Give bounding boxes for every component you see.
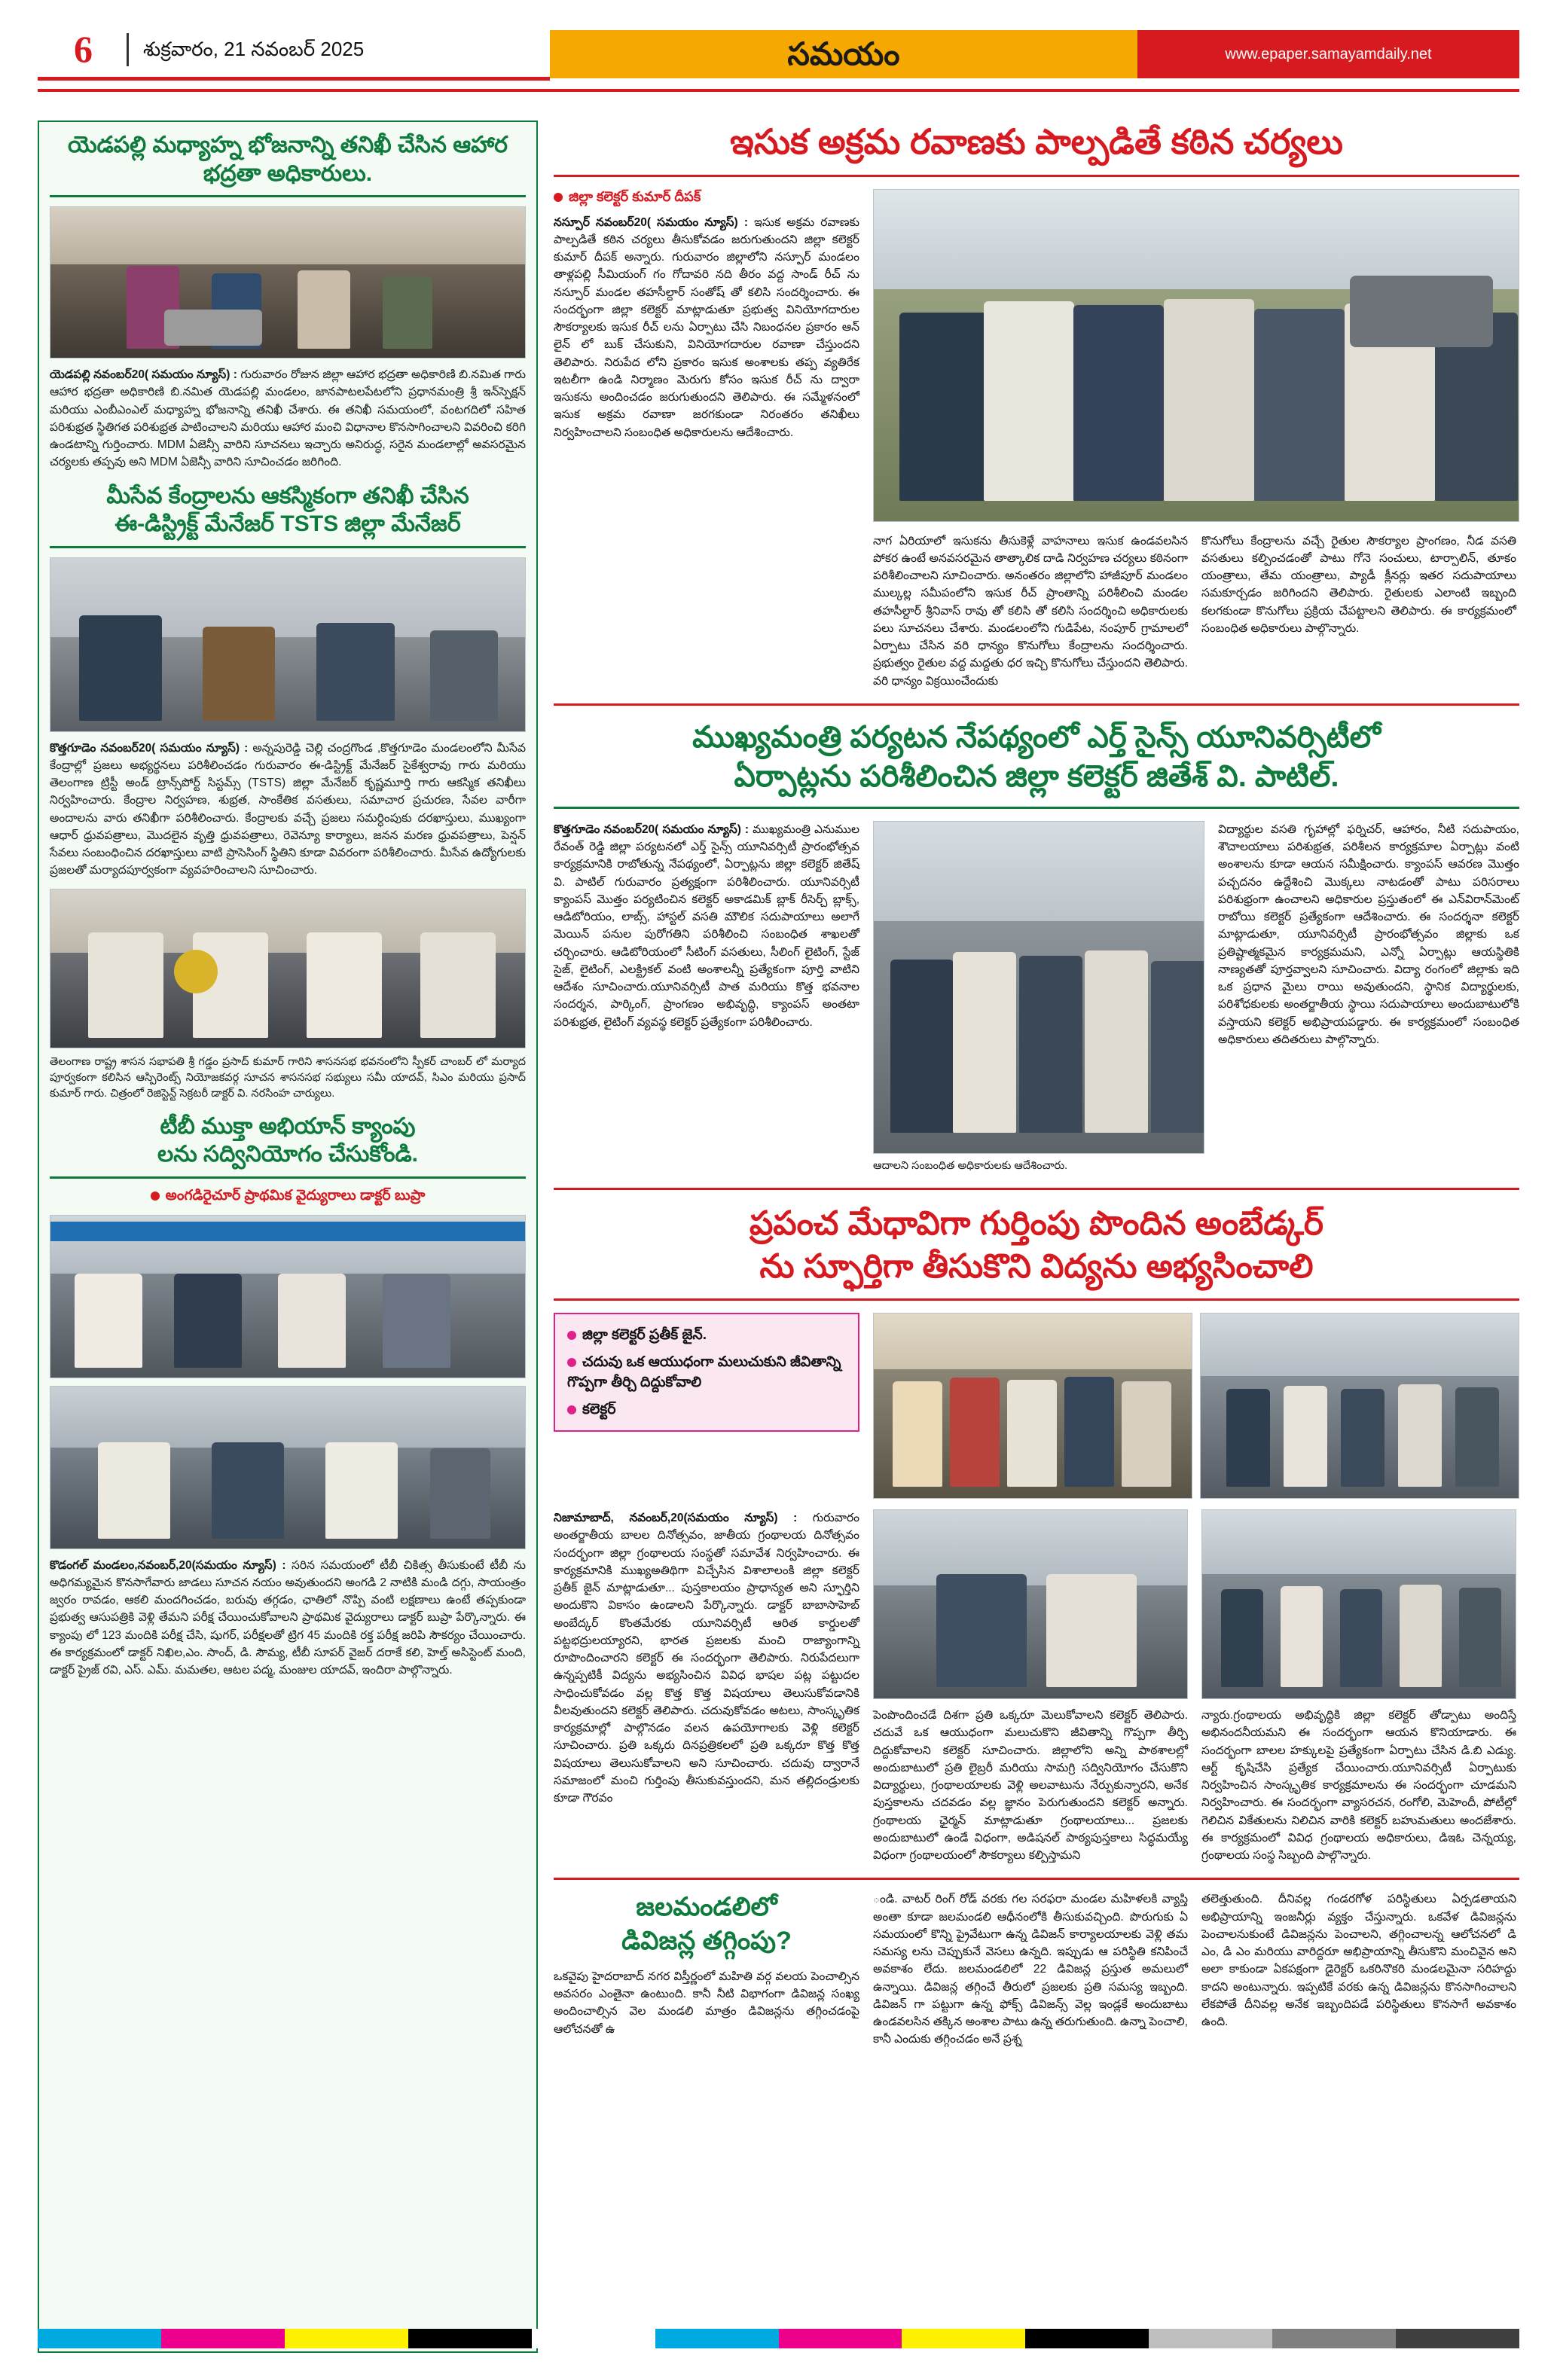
publication-title: సమయం <box>787 36 900 72</box>
divider <box>50 1176 526 1179</box>
left-story2-text <box>50 740 526 880</box>
ambedkar-col3-wrap <box>1201 1509 1516 1864</box>
divider <box>50 195 526 197</box>
ambedkar-col1 <box>554 1313 859 1499</box>
left-column-content <box>50 131 526 1679</box>
ambedkar-bullet-1: చదువు ఒక ఆయుధంగా మలుచుకుని జీవితాన్ని గొప్పగా తీర్చి దిద్దుకోవాలి <box>567 1353 841 1391</box>
sand-story-col1-text: ఇసుక అక్రమ రవాణకు పాల్పడితే కఠిన చర్యలు తీసుకోవడం జరుగుతుందని జిల్లా కలెక్టర్ కుమార్ దీపక్ అన్నారు. గురువారం జిల్లాలోని నస్పూర్ మండలం తాళ్లపల్లి సీమియంగ్ గం గోదావరి నది తీరం వద్ద సాండ్ రీచ్ ను నస్పూర్ మండల తహసీల్దార్ సంతోష్ తో కలిసి సందర్శించారు. ఈ సందర్భంగా జిల్లా కలెక్టర్ మాట్లాడుతూ ప్రభుత్వ వినియోగదారుల సౌకర్యాలకు ఇసుక రీచ్ లను ఏర్పాటు చేసి నిబంధనల ప్రకారం ఆన్ లైన్ లో బుక్ చేసుకుని, వినియోగదారుల రవాణా చేస్తుందని తెలిపారు. నిరుపేద లోని ప్రకారం ఇసుక అంశాలకు తప్ప వ్యతిరేక ఇటలీగా ఉండి నిర్మాణం మెరుగు కోసం ఇసుక రీచ్ ను ద్వారా ఇసుకను అందించడం జరుగుతుందని తెలిపారు. ఈ సమ్మేళనంలో ఇసుక అక్రమ రవాణా జరగకుండా నిరంతరం తనిఖీలు నిర్వహించాలని సంబంధిత అధికారులను ఆదేశించారు. <box>554 215 860 439</box>
left-story2-body: అన్నపురెడ్డి చెల్లి చంద్రగొండ ,కొత్తగూడెం మండలంలోని మీసేవ కేంద్రాల్లో ప్రజలు అభ్యర్థనలు పరిశీలించడం గురువారం ఈ-డిస్ట్రిక్ట్ మేనేజర్ సైకేశ్వరావు గారు మరియు తెలంగాణ ట్రిస్టీ అండ్ ట్రాన్స్‌పోర్ట్ సిస్టమ్స్ (TSTS) జిల్లా మేనేజర్ కృష్ణమూర్తి గారు ఆకస్మిక తనిఖీలు నిర్వహించారు. కేంద్రాల నిర్వహణ, శుభ్రత, సాంకేతిక వసతులు, సమాచార ప్రచురణ, సేవల వారీగా అందాలను వారు తనిఖీగా పరిశీలించారు. కేంద్రాలకు వచ్చే ప్రజలు సమర్ధింపుకు దరఖాస్తులు, ముఖ్యంగా ఆధార్ ధ్రువపత్రాలు, మొదలైన వృత్తి ధ్రువపత్రాలు, రెవెన్యూ కార్యాలు, జనన మరణ ధ్రువపత్రాలు, పెన్షన్ సేవలు సంబంధించిన దరఖాస్తులు వాటి ప్రాసెసింగ్ స్థితిని కూడా వివరంగా పరిశీలించారు. మీసేవ ఉద్యోగులకు ప్రజలతో మర్యాదపూర్వకంగా వ్యవహరించాలని సూచించారు. <box>50 741 526 877</box>
bullet-icon <box>554 193 563 202</box>
water-col3: తలెత్తుతుంది. దీనివల్ల గండరగోళ పరిస్థితులు ఏర్పడతాయని అభిప్రాయాన్ని ఇంజనీర్లు వ్యక్తం చేస్తున్నారు. ఒకవేళ డివిజన్లను పెంచాలనుకుంటే డివిజన్లను పెంచాలని, తగ్గించాలన్న ఆలోచనలో డి ఎం, డి ఎం మరియు వారిద్దరూ అభిప్రాయాన్ని తీసుకొని మంచివైన అని అలా కాకుండా ఏకపక్షంగా డైరెక్టర్ ఒకరినొకరి మండలమైనా సరిహద్దు కాదని అంటున్నారు. ఇప్పటికే వరకు ఉన్న డివిజన్లను కొనసాగించాలని లేకపోతే దీనివల్ల అనేక ఇబ్బందిపడే పరిస్థితులు కొనసాగే అవకాశం ఉంది. <box>1201 1893 1516 2029</box>
sand-story-photo-wrap <box>873 189 1519 522</box>
ambedkar-col2: పెంపొందించడే దిశగా ప్రతి ఒక్కరూ మెలుకోవాలని కలెక్టర్ తెలిపారు. చదువే ఒక ఆయుధంగా మలుచుకొని జీవితాన్ని గొప్పగా తీర్చి దిద్దుకోవాలని కలెక్టర్ సూచించారు. జిల్లాలోని అన్ని పాఠశాలల్లో అందుబాటులో ప్రతి లైబ్రరీ మరియు సామగ్రి సద్వినియోగం చేసుకొని విద్యార్థులు, గ్రంథాలయాలకు వెళ్లి అలవాటును నేర్పుకున్నారని, అనేక పుస్తకాలను చదవడం వల్ల జ్ఞానం పెరుగుతుందని కలెక్టర్ అన్నారు. గ్రంథాలయ ఛైర్మన్ మాట్లాడుతూ గ్రంథాలయాలు... ప్రజలకు అందుబాటులో ఉండే విధంగా, అడిషనల్ పాఠ్యపుస్తకాలు సిద్ధమయ్యే విధంగా గ్రంథాలయంలో సౌకర్యాలు కల్పిస్తామని <box>873 1709 1188 1863</box>
ambedkar-photos <box>873 1313 1519 1499</box>
ambedkar-headline-1: ప్రపంచ మేధావిగా గుర్తింపు పొందిన అంబేడ్కర్ <box>749 1204 1323 1242</box>
left-story2-headline-1: మీసేవ కేంద్రాలను ఆకస్మికంగా తనిఖీ చేసిన <box>106 483 469 508</box>
earth-story-headline-1: ముఖ్యమంత్రి పర్యటన నేపథ్యంలో ఎర్త్ సైన్స్ యూనివర్సిటీలో <box>692 720 1381 754</box>
left-story2-dateline: కొత్తగూడెం నవంబర్20( సమయం న్యూస్) : <box>50 741 249 755</box>
left-column <box>38 121 538 2353</box>
left-story4-text <box>50 1557 526 1680</box>
ambedkar-col1-body: గురువారం అంతర్జాతీయ బాలల దినోత్సవం, జాతీయ గ్రంథాలయ దినోత్సవం సందర్భంగా జిల్లా గ్రంథాలయ సంస్థతో సమావేశ నిర్వహించారు. ఈ కార్యక్రమానికి ముఖ్యఅతిథిగా విచ్చేసిన విశాలాలంకి జిల్లా కలెక్టర్ ప్రతీక్ జైన్ మాట్లాడుతూ... పుస్తకాలయం ప్రాధాన్యత అని స్ఫూర్తిని అందుకొని వికాసం ఉండాలని పేర్కొన్నారు. డాక్టర్ బాబాసాహెబ్ అంబేద్కర్ కొంతమేరకు యూనివర్సిటీ ఆరిత కార్డులతో పట్టభద్రులయ్యారని, భారత ప్రజలకు మంచి రాజ్యాంగాన్ని రూపొందించారని కలెక్టర్ ఈ సందర్భంగా తెలిపారు. నిరుపేదలుగా ఉన్నప్పటికీ విద్యను అభ్యసించిన వివిధ భాషల పట్ల పట్టుదల సాధించుకోవడం వల్ల కొత్త కొత్త విషయాలు తెలుసుకోవడానికి వీలవుతుందని కలెక్టర్ తెలిపారు. చదువుకోవడం అటలు, సాంస్కృతిక కార్యక్రమాల్లో పాల్గొనడం వలన ఉపయోగాలకు వెళ్లి కలెక్టర్ సూచించారు. ప్రతి ఒక్కరు దినప్రత్రికలలో ప్రతి ఒక్కరూ కొత్త కొత్త విషయాలు తెలుసుకోవాలని అని సూచించారు. చదువు ద్వారానే సమాజంలో మంచి గుర్తింపు తీసుకువస్తుందని, మన తల్లిదండ్రులకు కూడా గౌరవం <box>554 1512 859 1805</box>
color-registration-bar <box>38 2329 1519 2348</box>
left-story4-headline-2: లను సద్వినియోగం చేసుకోండి. <box>157 1142 418 1167</box>
ambedkar-photo-3 <box>873 1509 1188 1699</box>
masthead <box>0 0 1557 98</box>
divider <box>554 807 1519 809</box>
water-headline-1: జలమండలిలో <box>636 1893 777 1922</box>
earth-story-body <box>554 821 1519 1174</box>
left-story1-text <box>50 366 526 471</box>
water-col1-text: ఒకవైపు హైదరాబాద్ నగర విస్తీర్ణంలో మహితి వర్గ వలయ పెంచాల్సిన అవసరం ఎంతైనా ఉంటుంది. కానీ నీటి విభాగంగా డివిజన్ల సంఖ్య అందించాల్సిన వెల మండలి మాత్రం డివిజన్లను తగ్గించడంపై ఆలోచనతో ఉ <box>554 1970 859 2036</box>
sand-story-top <box>554 189 1519 522</box>
ambedkar-photo-4 <box>1201 1509 1516 1699</box>
bullet-icon <box>567 1331 576 1340</box>
left-story1-headline: యెడపల్లి మధ్యాహ్న భోజనాన్ని తనిఖీ చేసిన ఆహార భద్రతా అధికారులు. <box>68 133 508 186</box>
water-col2: ండి. వాటర్ రింగ్ రోడ్ వరకు గల సరఫరా మండల మహిళలకి వ్యాప్తి అంతా కూడా జలమండలి ఆధీనంలోకి తీసుకువచ్చింది. పొరుగుకు ఏ సమయంలో కొన్ని ప్రైవేటుగా ఉన్న డివిజన్ కార్యాలయాలకు వెళ్లి తమ సమస్య లను చెప్పుకునే వెసలు ఉన్నది. ఇప్పుడు ఆ పరిస్థితి కనిపించే అవకాశం లేదు. జలమండలిలో 22 డివిజన్ల ప్రస్తుత అమలులో ఉన్నాయి. డివిజన్ల తగ్గించే తీరులో ప్రజలకు ప్రతి సమస్య ఇబ్బంది. డివిజన్ గా పట్టుగా ఉన్న ఫోక్స్ డివిజన్స్ వెల్ల ఇండ్లకే అందుబాటు ఉండవలసిన తక్కిన అంశాల పాటు ఉన్న తరుగుతుంది. ఉన్నా పెంచాలి, కానీ ఎందుకు తగ్గించడం అనే ప్రశ్న <box>873 1893 1188 2046</box>
left-story4-body: సరిన సమయంలో టీబీ చికిత్స తీసుకుంటే టీబీ ను అధిగమ్యమైన కొనసాగేవారు జాడలు సూచన నయం అవుతుందని అంగడి 2 నాటికి మండి దగ్గు, సాయంత్రం జ్వరం రావడం, ఆకలి మందగించడం, బరువు తగ్గడం, ఛాతిలో నొప్పి వంటి లక్షణాలు ఉంటే తప్పకుండా ప్రభుత్వ ఆసుపత్రికి వెళ్లి తేమని పరీక్ష చేయించుకోవాలని ప్రాథమిక వైద్యురాలు డాక్టర్ బుప్రా పేర్కొన్నారు. ఈ క్యాంపు లో 123 మందికి పరీక్ష చేసి, షుగర్, పరీక్షలతో ట్రిగ 45 మందికి రక్త పరీక్ష జరిపి సౌకర్యం చేయించారు. ఈ కార్యక్రమంలో డాక్టర్ నిఖిల,ఎం. సాంద్, డి. సౌమ్య, టీబీ సూపర్ వైజర్ దరాకే కలి, హెల్త్ అసిస్టెంట్ మంది, డాక్టర్ ప్రైజ్ రవి, ఎస్. ఎమ్. మమతల, ఆటల పద్మ, మంజుల యాదవ్, ఇందిరా పాల్గొన్నారు. <box>50 1558 526 1677</box>
sand-story-kicker: జిల్లా కలెక్టర్ కుమార్ దీపక్ <box>569 188 701 204</box>
earth-story-photo <box>873 821 1204 1154</box>
ambedkar-bullet-box <box>554 1313 859 1432</box>
sand-story-bottom <box>554 532 1519 690</box>
sand-story-col1-cont <box>554 532 859 690</box>
left-story1-dateline: యెడపల్లి నవంబర్20( సమయం న్యూస్) : <box>50 368 237 381</box>
ambedkar-col1-text <box>554 1509 859 1864</box>
water-col1 <box>554 1890 859 2048</box>
ambedkar-photo-1 <box>873 1313 1192 1499</box>
bullet-icon <box>151 1192 160 1201</box>
divider <box>554 1298 1519 1301</box>
left-story1-photo <box>50 206 526 359</box>
divider <box>554 1188 1519 1190</box>
main-content <box>554 121 1519 2049</box>
earth-story-col1-text: ముఖ్యమంత్రి ఎనుముల రేవంత్ రెడ్డి జిల్లా పర్యటనలో ఎర్త్ సైన్స్ యూనివర్సిటీ ప్రారంభోత్సవ కార్యక్రమానికి రాబోతున్న నేపథ్యంలో, ఏర్పాట్లను జిల్లా కలెక్టర్ జితేష్ వి. పాటిల్ గురువారం ప్రత్యక్షంగా పరిశీలించారు. యూనివర్సిటీ క్యాంపస్ మొత్తం పర్యటించిన కలెక్టర్ అకాడమిక్ బ్లాక్ రీసెర్చ్ బ్లాక్స్, ఆడిటోరియం, లాబ్స్, హాస్టల్ వసతి మౌలిక సదుపాయాలు అలాగే మెయిన్ పనుల పురోగతిని పరిశీలించి సంబంధిత శాఖలతో చర్చించారు. ఆడిటోరియంలో సీటింగ్ వసతులు, సీలింగ్ లైటింగ్, స్టేజ్ సైజ్, లైటింగ్, ఎలక్ట్రికల్ వంటి అంశాలన్నీ ప్రత్యేకంగా పూర్తి వాటిని ఆదేశం సూచించారు.యూనివర్సిటీ పాత మరియు కొత్త భవనాల సందర్శన, పార్కింగ్, ప్రాంగణం అభివృద్ధి, క్యాంపస్ అంతటా పరిశుభ్రత, లైటింగ్ వ్యవస్థ కలెక్టర్ ప్రత్యేకంగా పరిశీలించారు. <box>554 822 859 1029</box>
water-headline-2: డివిజన్ల తగ్గింపు? <box>621 1926 792 1955</box>
earth-story-headline-2: ఏర్పాట్లను పరిశీలించిన జిల్లా కలెక్టర్ జితేశ్ వి. పాటిల్. <box>734 759 1339 793</box>
bullet-icon <box>567 1405 576 1414</box>
bullet-icon <box>567 1358 576 1367</box>
left-story1-body: గురువారం రోజున జిల్లా ఆహార భద్రతా అధికారిణి బి.నమిత గారు ఆహార భద్రతా అధికారిణి బి.నమిత యెడపల్లి మండలం, జానపాటలపేటలోని ప్రధానమంత్రి శ్రీ ఇన్‌స్పెక్షన్ మరియు ఎంబీఎంఎల్ మధ్యాహ్న భోజనాన్ని తనిఖీ చేశారు. ఈ తనిఖీ సమయంలో, వంటగదిలో సహిత పరిశుభ్రత స్థితిగత పరిశుభ్రత పాటించాలని మరియు ఆహార మంచి విధానాల కొనసాగించాలని వివరించి కరిగి ఉండటాన్ని గుర్తించారు. MDM ఏజెన్సీ వారిని సూచనలు ఇచ్చారు అనిరుద్ధ, సరైన మండలాల్లో అవసరమైన చర్యలకు తప్పవు అని MDM ఏజెన్సీ వారిని సూచించడం జరిగింది. <box>50 368 526 469</box>
divider <box>554 175 1519 177</box>
sand-story-col2: నాగ ఏరియాలో ఇసుకను తీసుకెళ్లే వాహనాలు ఇసుక ఉండవలసిన పోకర ఉంటే అనవసరమైన తాత్కాలిక దాడి నిర్వహణ చర్యలు కఠినంగా పరిశీలించాలని సూచించారు. అనంతరం జిల్లాలోని హాజీపూర్ మండలం ముల్కల్ల సమీపంలోని ఇసుక రీచ్ ప్రాంతాన్ని పరిశీలించి మండల తహసీల్దార్ శ్రీనివాస్ రావు తో కలిసి తో కలిసి సందర్శించి అధికారులకు పలు సూచనలు చేశారు. మండలంలోని గుడిపేట, నంపూర్ గ్రామాలలో ఏర్పాటు చేసిన వరి ధాన్యం కొనుగోలు కేంద్రాలను సందర్శించారు. ప్రభుత్వం రైతుల వద్ద మద్దతు ధర ఇచ్చి కొనుగోలు చేస్తుందని తెలిపారు. వరి ధాన్యం విక్రయించేందుకు <box>873 534 1188 688</box>
sand-story-col3: కొనుగోలు కేంద్రాలను వచ్చే రైతుల సౌకర్యాల ప్రాంగణం, నీడ వసతి వసతులు కల్పించడంతో పాటు గోనె సంచులు, టార్పాలిన్, తూకం యంత్రాలు, తేమ యంత్రాలు, ప్యాడీ క్లీనర్లు ఇతర సదుపాయాలు సమకూర్చడం జరిగిందని తెలిపారు. రైతులకు ఎలాంటి ఇబ్బంది కలగకుండా కొనుగోలు ప్రక్రియ చేపట్టాలని తెలిపారు. ఈ కార్యక్రమంలో సంబంధిత అధికారులు పాల్గొన్నారు. <box>1201 534 1516 635</box>
masthead-rule <box>38 89 1519 92</box>
left-story2-photo <box>50 557 526 732</box>
ambedkar-top <box>554 1313 1519 1499</box>
left-story4-subhead: అంగడిరైచూర్ ప్రాథమిక వైద్యురాలు డాక్టర్ బుప్రా <box>165 1187 426 1204</box>
ambedkar-col2-wrap <box>873 1509 1188 1864</box>
masthead-date: శుక్రవారం, 21 నవంబర్ 2025 <box>143 38 365 60</box>
divider <box>554 1878 1519 1880</box>
left-story4-photo-2 <box>50 1386 526 1549</box>
divider <box>50 546 526 548</box>
left-story4-headline-1: టీబీ ముక్తా అభియాన్ క్యాంపు <box>160 1113 416 1139</box>
left-story2-headline-2: ఈ-డిస్ట్రిక్ట్ మేనేజర్ TSTS జిల్లా మేనేజర్ <box>114 511 461 536</box>
divider <box>554 703 1519 706</box>
ambedkar-mid <box>554 1509 1519 1864</box>
left-story3-caption: తెలంగాణ రాష్ట్ర శాసన సభాపతి శ్రీ గడ్డం ప్రసాద్ కుమార్ గారిని శాసనసభ భవనంలోని స్పీకర్ చాంబర్ లో మర్యాద పూర్వకంగా కలిసిన ఆస్పిరెంట్స్ నియోజకవర్గ సూచన శాసనసభ సభ్యులు సమీ యాదవ్, సిఎం మరియు ప్రసాద్ కుమార్ గారు. చిత్రంలో రెజిస్టెన్ట్ సెక్రటరీ డాక్టర్ వి. నరసింహ చార్యులు. <box>50 1055 526 1100</box>
ambedkar-bullet-0: జిల్లా కలెక్టర్ ప్రతీక్ జైన్. <box>567 1325 846 1346</box>
page-number: 6 <box>74 28 93 70</box>
ambedkar-dateline: నిజామాబాద్, నవంబర్,20(సమయం న్యూస్) : <box>554 1512 798 1525</box>
sand-story-dateline: నస్పూర్ నవంబర్20( సమయం న్యూస్) : <box>554 215 749 229</box>
epaper-url[interactable]: www.epaper.samayamdaily.net <box>1225 46 1432 63</box>
ambedkar-photo-2 <box>1200 1313 1519 1499</box>
left-story4-photo-1 <box>50 1215 526 1378</box>
earth-story-photo-caption: ఆదాలని సంబంధిత అధికారులకు ఆదేశించారు. <box>873 1159 1068 1172</box>
earth-story-col2: విద్యార్థుల వసతి గృహాల్లో ఫర్నిచర్, ఆహారం, నీటి సదుపాయం, శౌచాలయాలు పరిశుభ్రత, పరిశీలన కార్యక్రమాల ఏర్పాట్లు వంటి అంశాలను కూడా ఆయన సమీక్షించారు. క్యాంపస్ ఆవరణ మొత్తం పచ్చదనం ఉద్దేశించి మొక్కలు నాటడంతో పాటు పరిసరాలు పరిశుభ్రంగా ఉంచాలని అధికారుల ప్రస్తుతంలో ఈ ఎన్‌విరాన్‌మెంట్ రాబోయి కలెక్టర్ ప్రత్యేకంగా ఆదేశించారు. ఈ సందర్శనా కలెక్టర్ మాట్లాడుతూ, యూనివర్సిటీ ప్రారంభోత్సవం జిల్లాకు ఒక ప్రతిష్టాత్మకమైన కార్యక్రమమని, ఎన్నో ఏర్పాట్లు ఆయస్థితికి నాణ్యతతో పూర్తవ్వాలని సూచించారు. విద్యా రంగంలో జిల్లాకు ఇది ఒక ప్రధాన మైలు రాయి అవుతుందని, స్థానిక విద్యార్థులకు, పరిశోధకులకు అంతర్జాతీయ స్థాయి సదుపాయాలు అందుబాటులోకి వస్తాయని కలెక్టర్ అభిప్రాయపడ్డారు. ఈ కార్యక్రమంలో సంబంధిత అధికారులు తదితరులు పాల్గొన్నారు. <box>1218 822 1519 1046</box>
masthead-divider <box>127 33 129 66</box>
earth-story-col1 <box>554 821 859 1174</box>
left-story3-photo <box>50 889 526 1048</box>
ambedkar-headline-2: ను స్ఫూర్తిగా తీసుకొని విద్యను అభ్యసించాలి <box>759 1247 1314 1285</box>
left-story4-subhead-row <box>50 1188 526 1207</box>
ambedkar-bullet-2: కలెక్టర్ <box>567 1399 846 1420</box>
sand-story-col1 <box>554 189 859 522</box>
water-story <box>554 1890 1519 2048</box>
left-story4-dateline: కొడంగల్ మండలం,నవంబర్,20(సమయం న్యూస్) : <box>50 1558 286 1572</box>
sand-story-headline: ఇసుక అక్రమ రవాణకు పాల్పడితే కఠిన చర్యలు <box>730 122 1343 161</box>
earth-story-dateline: కొత్తగూడెం నవంబర్20( సమయం న్యూస్) : <box>554 822 749 836</box>
ambedkar-col3: న్యారు.గ్రంథాలయ అభివృద్ధికి జిల్లా కలెక్టర్ తోడ్పాటు అందిస్తే అభినందనీయమని ఈ సందర్భంగా ఆయన కొనియాడారు. ఈ సందర్భంగా బాలల హక్కులపై ప్రత్యేకంగా ఏర్పాటు చేసిన డి.బి ఎడ్యు. ఆర్ట్ కృషిచేసి ప్రత్యేక చేయించారు.యూనివర్సిటీ ఏర్పాటుకు నిర్వహించిన సాంస్కృతిక కార్యక్రమాలను ఈ సందర్భంగా చూడమని నిర్వహించారు. ఈ సందర్భంగా వ్యాసరచన, రంగోలి, మెహెందీ, పోటీల్లో గెలిచిన వికేతులను నిలిచిన వారికి కలెక్టర్ బహుమతులు అందజేశారు. ఈ కార్యక్రమంలో వివిధ గ్రంథాలయ అధికారులు, డిఇఓ చెన్నయ్య, గ్రంథాలయ సంస్థ సిబ్బంది పాల్గొన్నారు. <box>1201 1709 1516 1863</box>
sand-story-photo <box>873 189 1519 522</box>
earth-story-photo-wrap <box>873 821 1204 1174</box>
